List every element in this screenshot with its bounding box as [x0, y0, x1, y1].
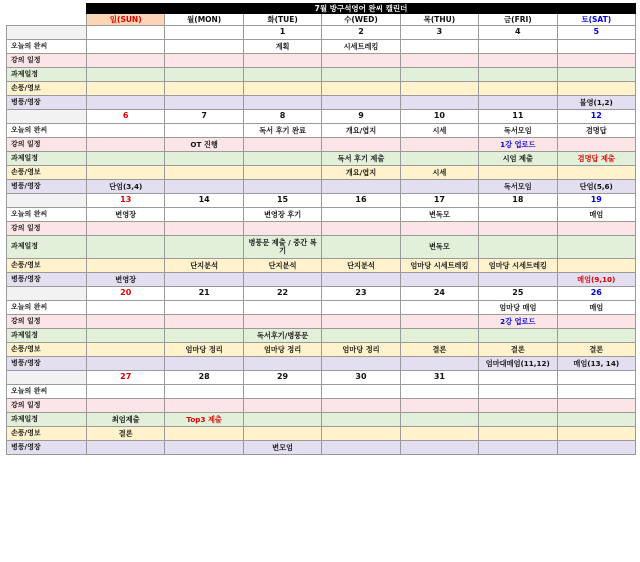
event-cell-review-sat[interactable] [557, 385, 635, 399]
calendar-body [7, 26, 636, 455]
event-cell-news-wed[interactable]: 개요/엽지 [322, 166, 400, 180]
event-cell-lecture-mon[interactable] [165, 54, 243, 68]
row-lecture [7, 399, 636, 413]
date-row-label [7, 287, 87, 301]
event-cell-news-sun[interactable] [87, 166, 165, 180]
event-cell-assign-thu[interactable] [400, 68, 478, 82]
event-cell-review-tue[interactable]: 변영장 후기 [243, 208, 321, 222]
event-cell-review-wed[interactable]: 개요/엽지 [322, 124, 400, 138]
event-cell-assign-fri[interactable]: 시엄 제출 [479, 152, 557, 166]
event-cell-news-sat[interactable] [557, 82, 635, 96]
event-cell-movie-wed[interactable] [322, 273, 400, 287]
event-cell-movie-thu[interactable] [400, 357, 478, 371]
event-cell-assign-wed[interactable] [322, 236, 400, 259]
event-cell-movie-tue[interactable] [243, 96, 321, 110]
weekday-header-tue: 화(TUE) [243, 14, 321, 26]
event-cell-assign-mon[interactable] [165, 152, 243, 166]
event-cell-news-mon[interactable] [165, 427, 243, 441]
week-date-row [7, 26, 636, 40]
event-cell-movie-sun[interactable] [87, 96, 165, 110]
date-row-label [7, 371, 87, 385]
row-label-lecture: 강의 일정 [7, 315, 87, 329]
monthly-calendar [6, 3, 636, 455]
date-cell-fri[interactable] [479, 371, 557, 385]
weekday-header-row [7, 14, 636, 26]
date-cell-tue[interactable]: 22 [243, 287, 321, 301]
event-cell-lecture-tue[interactable] [243, 138, 321, 152]
event-cell-assign-fri[interactable] [479, 236, 557, 259]
event-cell-movie-sat[interactable]: 단엄(5,6) [557, 180, 635, 194]
event-cell-lecture-wed[interactable] [322, 138, 400, 152]
row-label-assign: 과제일정 [7, 236, 87, 259]
event-cell-lecture-sat[interactable] [557, 399, 635, 413]
date-cell-fri[interactable]: 11 [479, 110, 557, 124]
event-cell-assign-tue[interactable] [243, 68, 321, 82]
event-cell-lecture-sat[interactable] [557, 222, 635, 236]
row-label-movie: 병풍/영장 [7, 357, 87, 371]
event-cell-lecture-sun[interactable] [87, 54, 165, 68]
event-cell-assign-tue[interactable] [243, 152, 321, 166]
row-lecture [7, 315, 636, 329]
event-cell-lecture-wed[interactable] [322, 315, 400, 329]
event-cell-review-sun[interactable] [87, 385, 165, 399]
event-cell-news-thu[interactable] [400, 427, 478, 441]
row-movie [7, 273, 636, 287]
event-cell-review-fri[interactable] [479, 385, 557, 399]
event-cell-review-thu[interactable]: 시세 [400, 124, 478, 138]
row-label-lecture: 강의 일정 [7, 222, 87, 236]
week-date-row [7, 194, 636, 208]
row-movie [7, 357, 636, 371]
row-label-news: 손풍/영보 [7, 427, 87, 441]
date-row-label [7, 26, 87, 40]
row-news [7, 259, 636, 273]
row-assign [7, 413, 636, 427]
row-news [7, 343, 636, 357]
date-row-label [7, 194, 87, 208]
date-cell-sat[interactable]: 19 [557, 194, 635, 208]
event-cell-movie-fri[interactable]: 독서모임 [479, 180, 557, 194]
event-cell-assign-fri[interactable] [479, 413, 557, 427]
event-cell-review-mon[interactable] [165, 40, 243, 54]
event-cell-assign-thu[interactable] [400, 329, 478, 343]
event-cell-review-wed[interactable]: 시세트레킹 [322, 40, 400, 54]
row-label-lecture: 강의 일정 [7, 399, 87, 413]
event-cell-movie-thu[interactable] [400, 180, 478, 194]
row-label-movie: 병풍/영장 [7, 441, 87, 455]
event-cell-news-fri[interactable]: 결론 [479, 343, 557, 357]
corner-cell [7, 14, 87, 26]
date-cell-thu[interactable]: 31 [400, 371, 478, 385]
event-cell-movie-tue[interactable] [243, 180, 321, 194]
row-label-movie: 병풍/영장 [7, 96, 87, 110]
event-cell-assign-sun[interactable] [87, 68, 165, 82]
event-cell-review-tue[interactable] [243, 301, 321, 315]
date-cell-sat[interactable] [557, 371, 635, 385]
event-cell-movie-mon[interactable] [165, 96, 243, 110]
weekday-header-mon: 월(MON) [165, 14, 243, 26]
event-cell-assign-fri[interactable] [479, 68, 557, 82]
event-cell-review-tue[interactable] [243, 385, 321, 399]
row-news [7, 166, 636, 180]
event-cell-lecture-mon[interactable] [165, 222, 243, 236]
event-cell-review-mon[interactable] [165, 124, 243, 138]
event-cell-news-sat[interactable] [557, 427, 635, 441]
row-label-movie: 병풍/영장 [7, 180, 87, 194]
row-assign [7, 329, 636, 343]
row-lecture [7, 54, 636, 68]
event-cell-review-sat[interactable]: 매엄 [557, 208, 635, 222]
event-cell-lecture-tue[interactable] [243, 399, 321, 413]
event-cell-review-sun[interactable] [87, 301, 165, 315]
event-cell-news-sat[interactable]: 결론 [557, 343, 635, 357]
event-cell-news-fri[interactable] [479, 82, 557, 96]
event-cell-assign-mon[interactable] [165, 68, 243, 82]
event-cell-news-tue[interactable] [243, 82, 321, 96]
row-label-news: 손풍/영보 [7, 343, 87, 357]
event-cell-news-sun[interactable] [87, 259, 165, 273]
date-row-label [7, 110, 87, 124]
event-cell-movie-thu[interactable] [400, 96, 478, 110]
row-review [7, 385, 636, 399]
event-cell-lecture-sat[interactable] [557, 54, 635, 68]
row-label-review: 오늘의 완씨 [7, 385, 87, 399]
week-date-row [7, 287, 636, 301]
row-movie [7, 441, 636, 455]
event-cell-lecture-thu[interactable] [400, 222, 478, 236]
event-cell-review-sun[interactable] [87, 40, 165, 54]
event-cell-review-tue[interactable]: 계획 [243, 40, 321, 54]
event-cell-review-mon[interactable] [165, 385, 243, 399]
event-cell-news-mon[interactable] [165, 166, 243, 180]
event-cell-lecture-sun[interactable] [87, 222, 165, 236]
event-cell-movie-sat[interactable]: 매엄(13, 14) [557, 357, 635, 371]
event-cell-movie-sat[interactable]: 불영(1,2) [557, 96, 635, 110]
event-cell-news-fri[interactable] [479, 427, 557, 441]
event-cell-review-tue[interactable]: 독서 후기 완료 [243, 124, 321, 138]
event-cell-news-fri[interactable]: 엄마당 시세트레킹 [479, 259, 557, 273]
date-cell-sat[interactable]: 5 [557, 26, 635, 40]
row-review [7, 301, 636, 315]
event-cell-movie-sun[interactable] [87, 357, 165, 371]
event-cell-lecture-mon[interactable]: OT 진행 [165, 138, 243, 152]
event-cell-movie-sun[interactable]: 변영장 [87, 273, 165, 287]
event-cell-assign-sat[interactable] [557, 329, 635, 343]
week-date-row [7, 371, 636, 385]
row-news [7, 82, 636, 96]
event-cell-news-fri[interactable] [479, 166, 557, 180]
row-assign [7, 68, 636, 82]
event-cell-assign-sun[interactable]: 최엄제출 [87, 413, 165, 427]
event-cell-lecture-tue[interactable] [243, 315, 321, 329]
row-label-review: 오늘의 완씨 [7, 301, 87, 315]
date-cell-sun[interactable]: 20 [87, 287, 165, 301]
date-cell-tue[interactable]: 15 [243, 194, 321, 208]
event-cell-assign-tue[interactable]: 독서후기/병풍문 [243, 329, 321, 343]
event-cell-movie-wed[interactable] [322, 441, 400, 455]
row-movie [7, 180, 636, 194]
week-date-row [7, 110, 636, 124]
event-cell-review-wed[interactable] [322, 301, 400, 315]
date-cell-mon[interactable]: 7 [165, 110, 243, 124]
row-review [7, 208, 636, 222]
event-cell-assign-tue[interactable]: 병풍문 제출 / 중간 복기 [243, 236, 321, 259]
event-cell-news-sun[interactable] [87, 82, 165, 96]
event-cell-lecture-fri[interactable] [479, 399, 557, 413]
date-cell-mon[interactable]: 14 [165, 194, 243, 208]
event-cell-movie-wed[interactable] [322, 357, 400, 371]
event-cell-review-wed[interactable] [322, 385, 400, 399]
event-cell-movie-sun[interactable]: 단엄(3,4) [87, 180, 165, 194]
date-cell-wed[interactable]: 2 [322, 26, 400, 40]
event-cell-review-wed[interactable] [322, 208, 400, 222]
date-cell-wed[interactable]: 30 [322, 371, 400, 385]
row-news [7, 427, 636, 441]
date-cell-thu[interactable]: 24 [400, 287, 478, 301]
event-cell-news-sat[interactable] [557, 166, 635, 180]
date-cell-wed[interactable]: 23 [322, 287, 400, 301]
event-cell-movie-sun[interactable] [87, 441, 165, 455]
event-cell-lecture-fri[interactable]: 1강 업로드 [479, 138, 557, 152]
event-cell-lecture-thu[interactable] [400, 138, 478, 152]
event-cell-review-sat[interactable] [557, 40, 635, 54]
event-cell-review-sat[interactable]: 겸명답 [557, 124, 635, 138]
event-cell-review-thu[interactable] [400, 301, 478, 315]
event-cell-review-fri[interactable] [479, 208, 557, 222]
event-cell-movie-mon[interactable] [165, 357, 243, 371]
event-cell-news-tue[interactable]: 엄마당 정리 [243, 343, 321, 357]
date-cell-sun[interactable]: 6 [87, 110, 165, 124]
event-cell-assign-sat[interactable] [557, 413, 635, 427]
row-review [7, 40, 636, 54]
event-cell-review-thu[interactable]: 변독모 [400, 208, 478, 222]
event-cell-assign-sat[interactable] [557, 236, 635, 259]
weekday-header-sat: 토(SAT) [557, 14, 635, 26]
row-label-lecture: 강의 일정 [7, 54, 87, 68]
event-cell-movie-tue[interactable] [243, 357, 321, 371]
event-cell-news-thu[interactable]: 결론 [400, 343, 478, 357]
event-cell-review-thu[interactable] [400, 385, 478, 399]
event-cell-news-thu[interactable]: 시세 [400, 166, 478, 180]
event-cell-assign-tue[interactable] [243, 413, 321, 427]
event-cell-movie-fri[interactable] [479, 96, 557, 110]
event-cell-lecture-fri[interactable] [479, 222, 557, 236]
event-cell-news-thu[interactable] [400, 82, 478, 96]
row-label-assign: 과제일정 [7, 329, 87, 343]
corner-cell [7, 4, 87, 14]
event-cell-lecture-wed[interactable] [322, 399, 400, 413]
row-lecture [7, 138, 636, 152]
event-cell-movie-fri[interactable] [479, 273, 557, 287]
row-movie [7, 96, 636, 110]
event-cell-movie-tue[interactable] [243, 273, 321, 287]
date-cell-sat[interactable]: 12 [557, 110, 635, 124]
event-cell-review-sun[interactable]: 변영장 [87, 208, 165, 222]
date-cell-sun[interactable]: 27 [87, 371, 165, 385]
event-cell-lecture-thu[interactable] [400, 399, 478, 413]
row-label-lecture: 강의 일정 [7, 138, 87, 152]
event-cell-news-wed[interactable]: 단지분석 [322, 259, 400, 273]
event-cell-news-thu[interactable]: 엄마당 시세트레킹 [400, 259, 478, 273]
date-cell-fri[interactable]: 18 [479, 194, 557, 208]
event-cell-news-mon[interactable]: 단지분석 [165, 259, 243, 273]
calendar-title: 7월 방구석영어 완씨 캘린더 [87, 4, 636, 14]
row-label-news: 손풍/영보 [7, 259, 87, 273]
date-cell-tue[interactable]: 29 [243, 371, 321, 385]
row-label-review: 오늘의 완씨 [7, 40, 87, 54]
title-row [7, 4, 636, 14]
event-cell-news-mon[interactable] [165, 82, 243, 96]
event-cell-review-sun[interactable] [87, 124, 165, 138]
event-cell-movie-wed[interactable] [322, 96, 400, 110]
weekday-header-thu: 목(THU) [400, 14, 478, 26]
date-cell-wed[interactable]: 9 [322, 110, 400, 124]
row-assign [7, 236, 636, 259]
row-assign [7, 152, 636, 166]
event-cell-assign-sat[interactable]: 겸명답 제출 [557, 152, 635, 166]
event-cell-assign-sun[interactable] [87, 152, 165, 166]
weekday-header-sun: 일(SUN) [87, 14, 165, 26]
event-cell-assign-mon[interactable] [165, 236, 243, 259]
event-cell-movie-mon[interactable] [165, 441, 243, 455]
event-cell-review-fri[interactable]: 엄마당 매엄 [479, 301, 557, 315]
event-cell-assign-wed[interactable] [322, 68, 400, 82]
event-cell-lecture-sat[interactable] [557, 315, 635, 329]
event-cell-assign-wed[interactable]: 독서 후기 제출 [322, 152, 400, 166]
event-cell-news-tue[interactable] [243, 166, 321, 180]
date-cell-thu[interactable]: 17 [400, 194, 478, 208]
event-cell-review-thu[interactable] [400, 40, 478, 54]
event-cell-assign-sat[interactable] [557, 68, 635, 82]
event-cell-assign-sun[interactable] [87, 329, 165, 343]
date-cell-fri[interactable]: 4 [479, 26, 557, 40]
event-cell-news-wed[interactable] [322, 427, 400, 441]
date-cell-sat[interactable]: 26 [557, 287, 635, 301]
event-cell-news-wed[interactable]: 엄마당 정리 [322, 343, 400, 357]
event-cell-lecture-sat[interactable] [557, 138, 635, 152]
event-cell-news-sat[interactable] [557, 259, 635, 273]
event-cell-news-sun[interactable] [87, 343, 165, 357]
row-label-review: 오늘의 완씨 [7, 208, 87, 222]
event-cell-movie-wed[interactable] [322, 180, 400, 194]
date-cell-fri[interactable]: 25 [479, 287, 557, 301]
date-cell-tue[interactable]: 1 [243, 26, 321, 40]
date-cell-mon[interactable]: 21 [165, 287, 243, 301]
date-cell-mon[interactable]: 28 [165, 371, 243, 385]
event-cell-assign-sun[interactable] [87, 236, 165, 259]
event-cell-news-tue[interactable]: 단지분석 [243, 259, 321, 273]
event-cell-movie-thu[interactable] [400, 273, 478, 287]
date-cell-thu[interactable]: 10 [400, 110, 478, 124]
event-cell-review-mon[interactable] [165, 208, 243, 222]
event-cell-movie-fri[interactable]: 엄마대매엄(11,12) [479, 357, 557, 371]
event-cell-lecture-tue[interactable] [243, 54, 321, 68]
event-cell-assign-mon[interactable] [165, 329, 243, 343]
date-cell-sun[interactable]: 13 [87, 194, 165, 208]
event-cell-lecture-sun[interactable] [87, 138, 165, 152]
row-label-assign: 과제일정 [7, 68, 87, 82]
row-label-movie: 병풍/영장 [7, 273, 87, 287]
event-cell-review-fri[interactable]: 독서모임 [479, 124, 557, 138]
event-cell-assign-mon[interactable]: Top3 제출 [165, 413, 243, 427]
event-cell-movie-tue[interactable]: 변모엄 [243, 441, 321, 455]
event-cell-assign-wed[interactable] [322, 413, 400, 427]
event-cell-review-fri[interactable] [479, 40, 557, 54]
row-label-assign: 과제일정 [7, 413, 87, 427]
row-review [7, 124, 636, 138]
event-cell-movie-mon[interactable] [165, 180, 243, 194]
event-cell-movie-mon[interactable] [165, 273, 243, 287]
event-cell-lecture-wed[interactable] [322, 222, 400, 236]
event-cell-movie-thu[interactable] [400, 441, 478, 455]
event-cell-lecture-thu[interactable] [400, 315, 478, 329]
event-cell-movie-sat[interactable]: 매엄(9,10) [557, 273, 635, 287]
date-cell-thu[interactable]: 3 [400, 26, 478, 40]
row-lecture [7, 222, 636, 236]
event-cell-news-mon[interactable]: 엄마당 정리 [165, 343, 243, 357]
event-cell-review-sat[interactable]: 매엄 [557, 301, 635, 315]
weekday-header-fri: 금(FRI) [479, 14, 557, 26]
row-label-review: 오늘의 완씨 [7, 124, 87, 138]
date-cell-mon[interactable] [165, 26, 243, 40]
row-label-assign: 과제일정 [7, 152, 87, 166]
row-label-news: 손풍/영보 [7, 82, 87, 96]
date-cell-sun[interactable] [87, 26, 165, 40]
date-cell-tue[interactable]: 8 [243, 110, 321, 124]
event-cell-movie-fri[interactable] [479, 441, 557, 455]
event-cell-lecture-tue[interactable] [243, 222, 321, 236]
weekday-header-wed: 수(WED) [322, 14, 400, 26]
event-cell-lecture-sun[interactable] [87, 315, 165, 329]
date-cell-wed[interactable]: 16 [322, 194, 400, 208]
event-cell-lecture-mon[interactable] [165, 399, 243, 413]
event-cell-movie-sat[interactable] [557, 441, 635, 455]
event-cell-assign-wed[interactable] [322, 329, 400, 343]
event-cell-assign-thu[interactable] [400, 152, 478, 166]
event-cell-news-tue[interactable] [243, 427, 321, 441]
event-cell-lecture-fri[interactable]: 2강 업로드 [479, 315, 557, 329]
event-cell-lecture-sun[interactable] [87, 399, 165, 413]
event-cell-assign-fri[interactable] [479, 329, 557, 343]
event-cell-news-wed[interactable] [322, 82, 400, 96]
event-cell-lecture-thu[interactable] [400, 54, 478, 68]
event-cell-news-sun[interactable]: 결론 [87, 427, 165, 441]
event-cell-review-mon[interactable] [165, 301, 243, 315]
event-cell-lecture-fri[interactable] [479, 54, 557, 68]
event-cell-assign-thu[interactable]: 변독모 [400, 236, 478, 259]
event-cell-lecture-mon[interactable] [165, 315, 243, 329]
event-cell-assign-thu[interactable] [400, 413, 478, 427]
event-cell-lecture-wed[interactable] [322, 54, 400, 68]
row-label-news: 손풍/영보 [7, 166, 87, 180]
